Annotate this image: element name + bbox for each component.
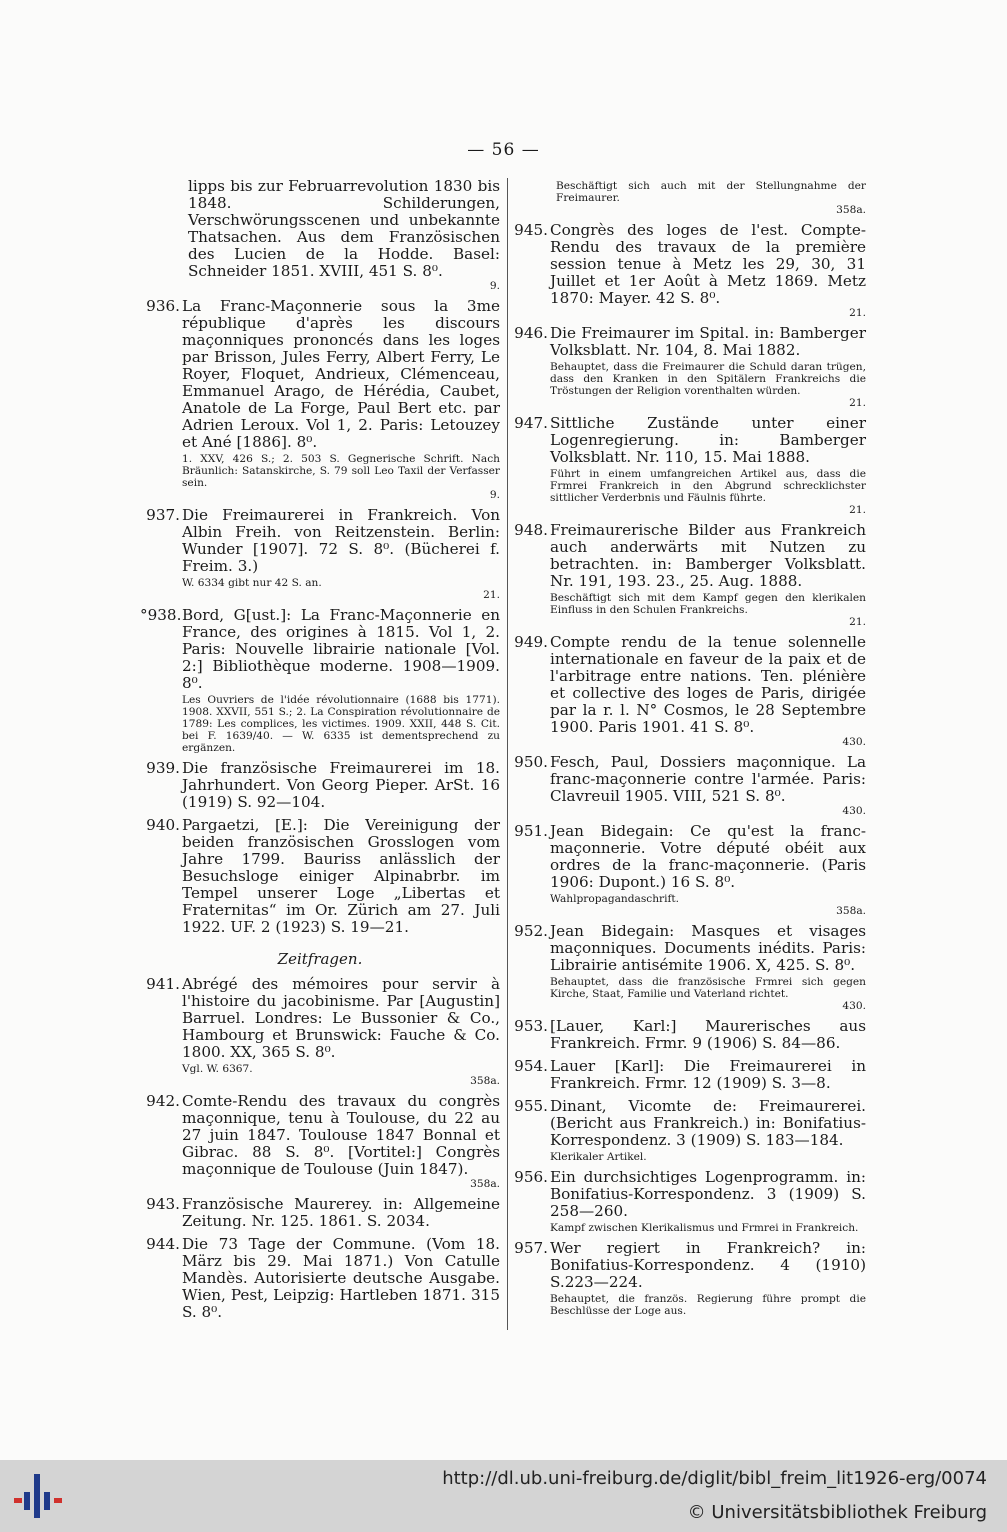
continuation-entry xyxy=(140,178,500,292)
entry-text: Sittliche Zustände unter einer Logenregierung. in: Bamberger Volksblatt. Nr. 110, 15. Mai 1888. xyxy=(550,414,866,466)
bibliography-entry xyxy=(140,1196,500,1230)
entry-text: Freimaurerische Bilder aus Frankreich auch anderwärts mit Nutzen zu betrachten. in: Bamberger Volksblatt. Nr. 191, 193. 23., 25. Aug. 1888. xyxy=(550,521,866,590)
bibliography-entry xyxy=(508,325,866,409)
entry-ref: 21. xyxy=(849,397,866,409)
entry-number: 945. xyxy=(514,221,548,239)
bibliography-entry xyxy=(508,823,866,917)
bibliography-entry xyxy=(140,760,500,811)
entry-text: Französische Maurerey. in: Allgemeine Zeitung. Nr. 125. 1861. S. 2034. xyxy=(182,1195,500,1230)
entry-text: Bord, G[ust.]: La Franc-Maçonnerie en France, des origines à 1815. Vol 1, 2. Paris: Nouvelle librairie nationale [Vol. 2:] Bibliothèque moderne. 1908—1909. 8⁰. xyxy=(182,606,500,692)
entry-number: 943. xyxy=(146,1195,180,1213)
entry-text: Fesch, Paul, Dossiers maçonnique. La franc-maçonnerie contre l'armée. Paris: Clavreuil 1905. VIII, 521 S. 8⁰. xyxy=(550,753,866,805)
bibliography-entry xyxy=(508,1098,866,1163)
bibliography-entry xyxy=(140,507,500,601)
bibliography-entry xyxy=(508,1169,866,1234)
right-column xyxy=(508,178,866,1323)
bibliography-entry xyxy=(508,1018,866,1052)
bibliography-entry xyxy=(140,1236,500,1321)
left-column xyxy=(140,178,500,1327)
entry-ref: 358a. xyxy=(470,1075,500,1087)
entry-text: [Lauer, Karl:] Maurerisches aus Frankreich. Frmr. 9 (1906) S. 84—86. xyxy=(550,1017,866,1052)
section-title: Zeitfragen. xyxy=(277,950,363,968)
left-entries-zeitfragen xyxy=(140,976,500,1321)
entry-number: 951. xyxy=(514,822,548,840)
bibliography-entry xyxy=(140,817,500,936)
bibliography-entry xyxy=(140,976,500,1087)
ub-freiburg-logo-icon xyxy=(12,1470,64,1522)
entry-ref: 21. xyxy=(483,589,500,601)
bibliography-entry xyxy=(140,1093,500,1190)
copyright-text: © Universitätsbibliothek Freiburg xyxy=(687,1502,987,1523)
entry-note: Führt in einem umfangreichen Artikel aus, dass die Frmrei Frankreich in den Abgrund schrecklichster sittlicher Verderbnis und Fäulnis führte. xyxy=(550,468,866,504)
entry-note: Behauptet, dass die Freimaurer die Schuld daran trügen, dass den Kranken in den Spitälern Frankreichs die Tröstungen der Religion vorenthalten würden. xyxy=(550,361,866,397)
entry-text: Die Freimaurer im Spital. in: Bamberger Volksblatt. Nr. 104, 8. Mai 1882. xyxy=(550,324,866,359)
entry-number: 955. xyxy=(514,1097,548,1115)
entry-number: 939. xyxy=(146,759,180,777)
entry-note: Beschäftigt sich mit dem Kampf gegen den klerikalen Einfluss in den Schulen Frankreichs. xyxy=(550,592,866,616)
entry-note: Wahlpropagandaschrift. xyxy=(550,893,680,905)
bibliography-entry xyxy=(508,754,866,817)
entry-number: 936. xyxy=(146,297,180,315)
entry-number: 954. xyxy=(514,1057,548,1075)
entry-text: Abrégé des mémoires pour servir à l'histoire du jacobinisme. Par [Augustin] Barruel. Londres: Le Bussonier & Co., Hambourg et Brunswick: Fauche & Co. 1800. XX, 365 S. 8⁰. xyxy=(182,975,500,1061)
entry-number: 950. xyxy=(514,753,548,771)
entry-number: 942. xyxy=(146,1092,180,1110)
entry-number: 948. xyxy=(514,521,548,539)
entry-text: Wer regiert in Frankreich? in: Bonifatius-Korrespondenz. 4 (1910) S.223—224. xyxy=(550,1239,866,1291)
left-entries xyxy=(140,298,500,936)
viewer-footer xyxy=(0,1460,1007,1532)
entry-text: Die Freimaurerei in Frankreich. Von Albin Freih. von Reitzenstein. Berlin: Wunder [1907]. 72 S. 8⁰. (Bücherei f. Freim. 3.) xyxy=(182,506,500,575)
entry-note: Les Ouvriers de l'idée révolutionnaire (1688 bis 1771). 1908. XXVII, 551 S.; 2. La Conspiration révolutionnaire de 1789: Les complices, les victimes. 1909. XXII, 448 S. Cit. bei F. 1639/40. — W. 6335 ist dementsprechend zu ergänzen. xyxy=(182,694,500,754)
bibliography-entry xyxy=(508,222,866,319)
entry-ref: 430. xyxy=(842,1000,866,1012)
bibliography-entry xyxy=(508,1058,866,1092)
entry-number: 957. xyxy=(514,1239,548,1257)
entry-note: Behauptet, dass die französische Frmrei sich gegen Kirche, Staat, Familie und Vaterland richtet. xyxy=(550,976,866,1000)
entry-number: 952. xyxy=(514,922,548,940)
entry-number: 944. xyxy=(146,1235,180,1253)
entry-text: Comte-Rendu des travaux du congrès maçonnique, tenu à Toulouse, du 22 au 27 juin 1847. Toulouse 1847 Bonnal et Gibrac. 88 S. 8⁰. [Vortitel:] Congrès maçonnique de Toulouse (Juin 1847). xyxy=(182,1092,500,1178)
entry-text: Lauer [Karl]: Die Freimaurerei in Frankreich. Frmr. 12 (1909) S. 3—8. xyxy=(550,1057,866,1092)
bibliography-entry xyxy=(140,298,500,501)
entry-text: Congrès des loges de l'est. Compte-Rendu des travaux de la première session tenue à Metz les 29, 30, 31 Juillet et 1er Août à Metz 1869. Metz 1870: Mayer. 42 S. 8⁰. xyxy=(550,221,866,307)
entry-text: Compte rendu de la tenue solennelle internationale en faveur de la paix et de l'arbitrage entre nations. Ten. plénière et collective des loges de Paris, dirigée par la r. l. N° Cosmos, le 28 Septembre 1900. Paris 1901. 41 S. 8⁰. xyxy=(550,633,866,736)
entry-text: Die 73 Tage der Commune. (Vom 18. März bis 29. Mai 1871.) Von Catulle Mandès. Autorisierte deutsche Ausgabe. Wien, Pest, Leipzig: Hartleben 1871. 315 S. 8⁰. xyxy=(182,1235,500,1321)
bibliography-entry xyxy=(508,923,866,1012)
entry-ref: 358a. xyxy=(836,204,866,216)
entry-text: Die französische Freimaurerei im 18. Jahrhundert. Von Georg Pieper. ArSt. 16 (1919) S. 92—104. xyxy=(182,759,500,811)
bibliography-entry xyxy=(508,634,866,748)
entry-note: Kampf zwischen Klerikalismus und Frmrei in Frankreich. xyxy=(550,1222,859,1234)
entry-text: Pargaetzi, [E.]: Die Vereinigung der beiden französischen Grosslogen vom Jahre 1799. Bauriss anlässlich der Besuchsloge einiger Alpinabrbr. im Tempel unserer Loge „Libertas et Fraternitas“ im Or. Zürich am 27. Juli 1922. UF. 2 (1923) S. 19—21. xyxy=(182,816,500,936)
entry-number: 947. xyxy=(514,414,548,432)
entry-number: 941. xyxy=(146,975,180,993)
entry-ref: 430. xyxy=(842,736,866,748)
entry-ref: 21. xyxy=(849,504,866,516)
right-entries xyxy=(508,222,866,1317)
entry-text: Dinant, Vicomte de: Freimaurerei. (Bericht aus Frankreich.) in: Bonifatius-Korrespondenz. 3 (1909) S. 183—184. xyxy=(550,1097,866,1149)
source-url-link[interactable]: http://dl.ub.uni-freiburg.de/diglit/bibl_freim_lit1926-erg/0074 xyxy=(442,1468,987,1489)
entry-ref: 430. xyxy=(842,805,866,817)
entry-number: 946. xyxy=(514,324,548,342)
entry-ref: 9. xyxy=(489,280,500,292)
entry-ref: 358a. xyxy=(836,905,866,917)
entry-note: Behauptet, die französ. Regierung führe prompt die Beschlüsse der Loge aus. xyxy=(550,1293,866,1317)
entry-number: 940. xyxy=(146,816,180,834)
entry-ref: 21. xyxy=(849,307,866,319)
entry-number: °938. xyxy=(140,606,182,624)
bibliography-entry xyxy=(140,607,500,754)
entry-text: Jean Bidegain: Masques et visages maçonniques. Documents inédits. Paris: Librairie antisémite 1906. X, 425. S. 8⁰. xyxy=(550,922,866,974)
entry-ref: 358a. xyxy=(470,1178,500,1190)
bibliography-entry xyxy=(508,1240,866,1317)
entry-note: Vgl. W. 6367. xyxy=(182,1063,253,1075)
entry-number: 956. xyxy=(514,1168,548,1186)
entry-number: 953. xyxy=(514,1017,548,1035)
entry-note: 1. XXV, 426 S.; 2. 503 S. Gegnerische Schrift. Nach Bräunlich: Satanskirche, S. 79 soll Leo Taxil der Verfasser sein. xyxy=(182,453,500,489)
entry-number: 949. xyxy=(514,633,548,651)
entry-ref: 9. xyxy=(489,489,500,501)
bibliography-entry xyxy=(508,415,866,516)
page-number: — 56 — xyxy=(467,140,540,160)
entry-note: Beschäftigt sich auch mit der Stellungnahme der Freimaurer. xyxy=(556,180,866,204)
entry-ref: 21. xyxy=(849,616,866,628)
continuation-entry xyxy=(508,180,866,216)
entry-note: W. 6334 gibt nur 42 S. an. xyxy=(182,577,322,589)
entry-text: lipps bis zur Februarrevolution 1830 bis 1848. Schilderungen, Verschwörungsscenen und unbekannte Thatsachen. Aus dem Französischen des Lucien de la Hodde. Basel: Schneider 1851. XVIII, 451 S. 8⁰. xyxy=(188,177,500,280)
entry-text: La Franc-Maçonnerie sous la 3me république d'après les discours maçonniques prononcés dans les loges par Brisson, Jules Ferry, Albert Ferry, Le Royer, Floquet, Andrieux, Clémenceau, Emmanuel Arago, de Hérédia, Caubet, Anatole de La Forge, Paul Bert etc. par Adrien Leroux. Vol 1, 2. Paris: Letouzey et Ané [1886]. 8⁰. xyxy=(182,297,500,451)
entry-note: Klerikaler Artikel. xyxy=(550,1151,647,1163)
entry-text: Jean Bidegain: Ce qu'est la franc-maçonnerie. Votre député obéit aux ordres de la franc-maçonnerie. (Paris 1906: Dupont.) 16 S. 8⁰. xyxy=(550,822,866,891)
entry-number: 937. xyxy=(146,506,180,524)
bibliography-entry xyxy=(508,522,866,628)
entry-text: Ein durchsichtiges Logenprogramm. in: Bonifatius-Korrespondenz. 3 (1909) S. 258—260. xyxy=(550,1168,866,1220)
